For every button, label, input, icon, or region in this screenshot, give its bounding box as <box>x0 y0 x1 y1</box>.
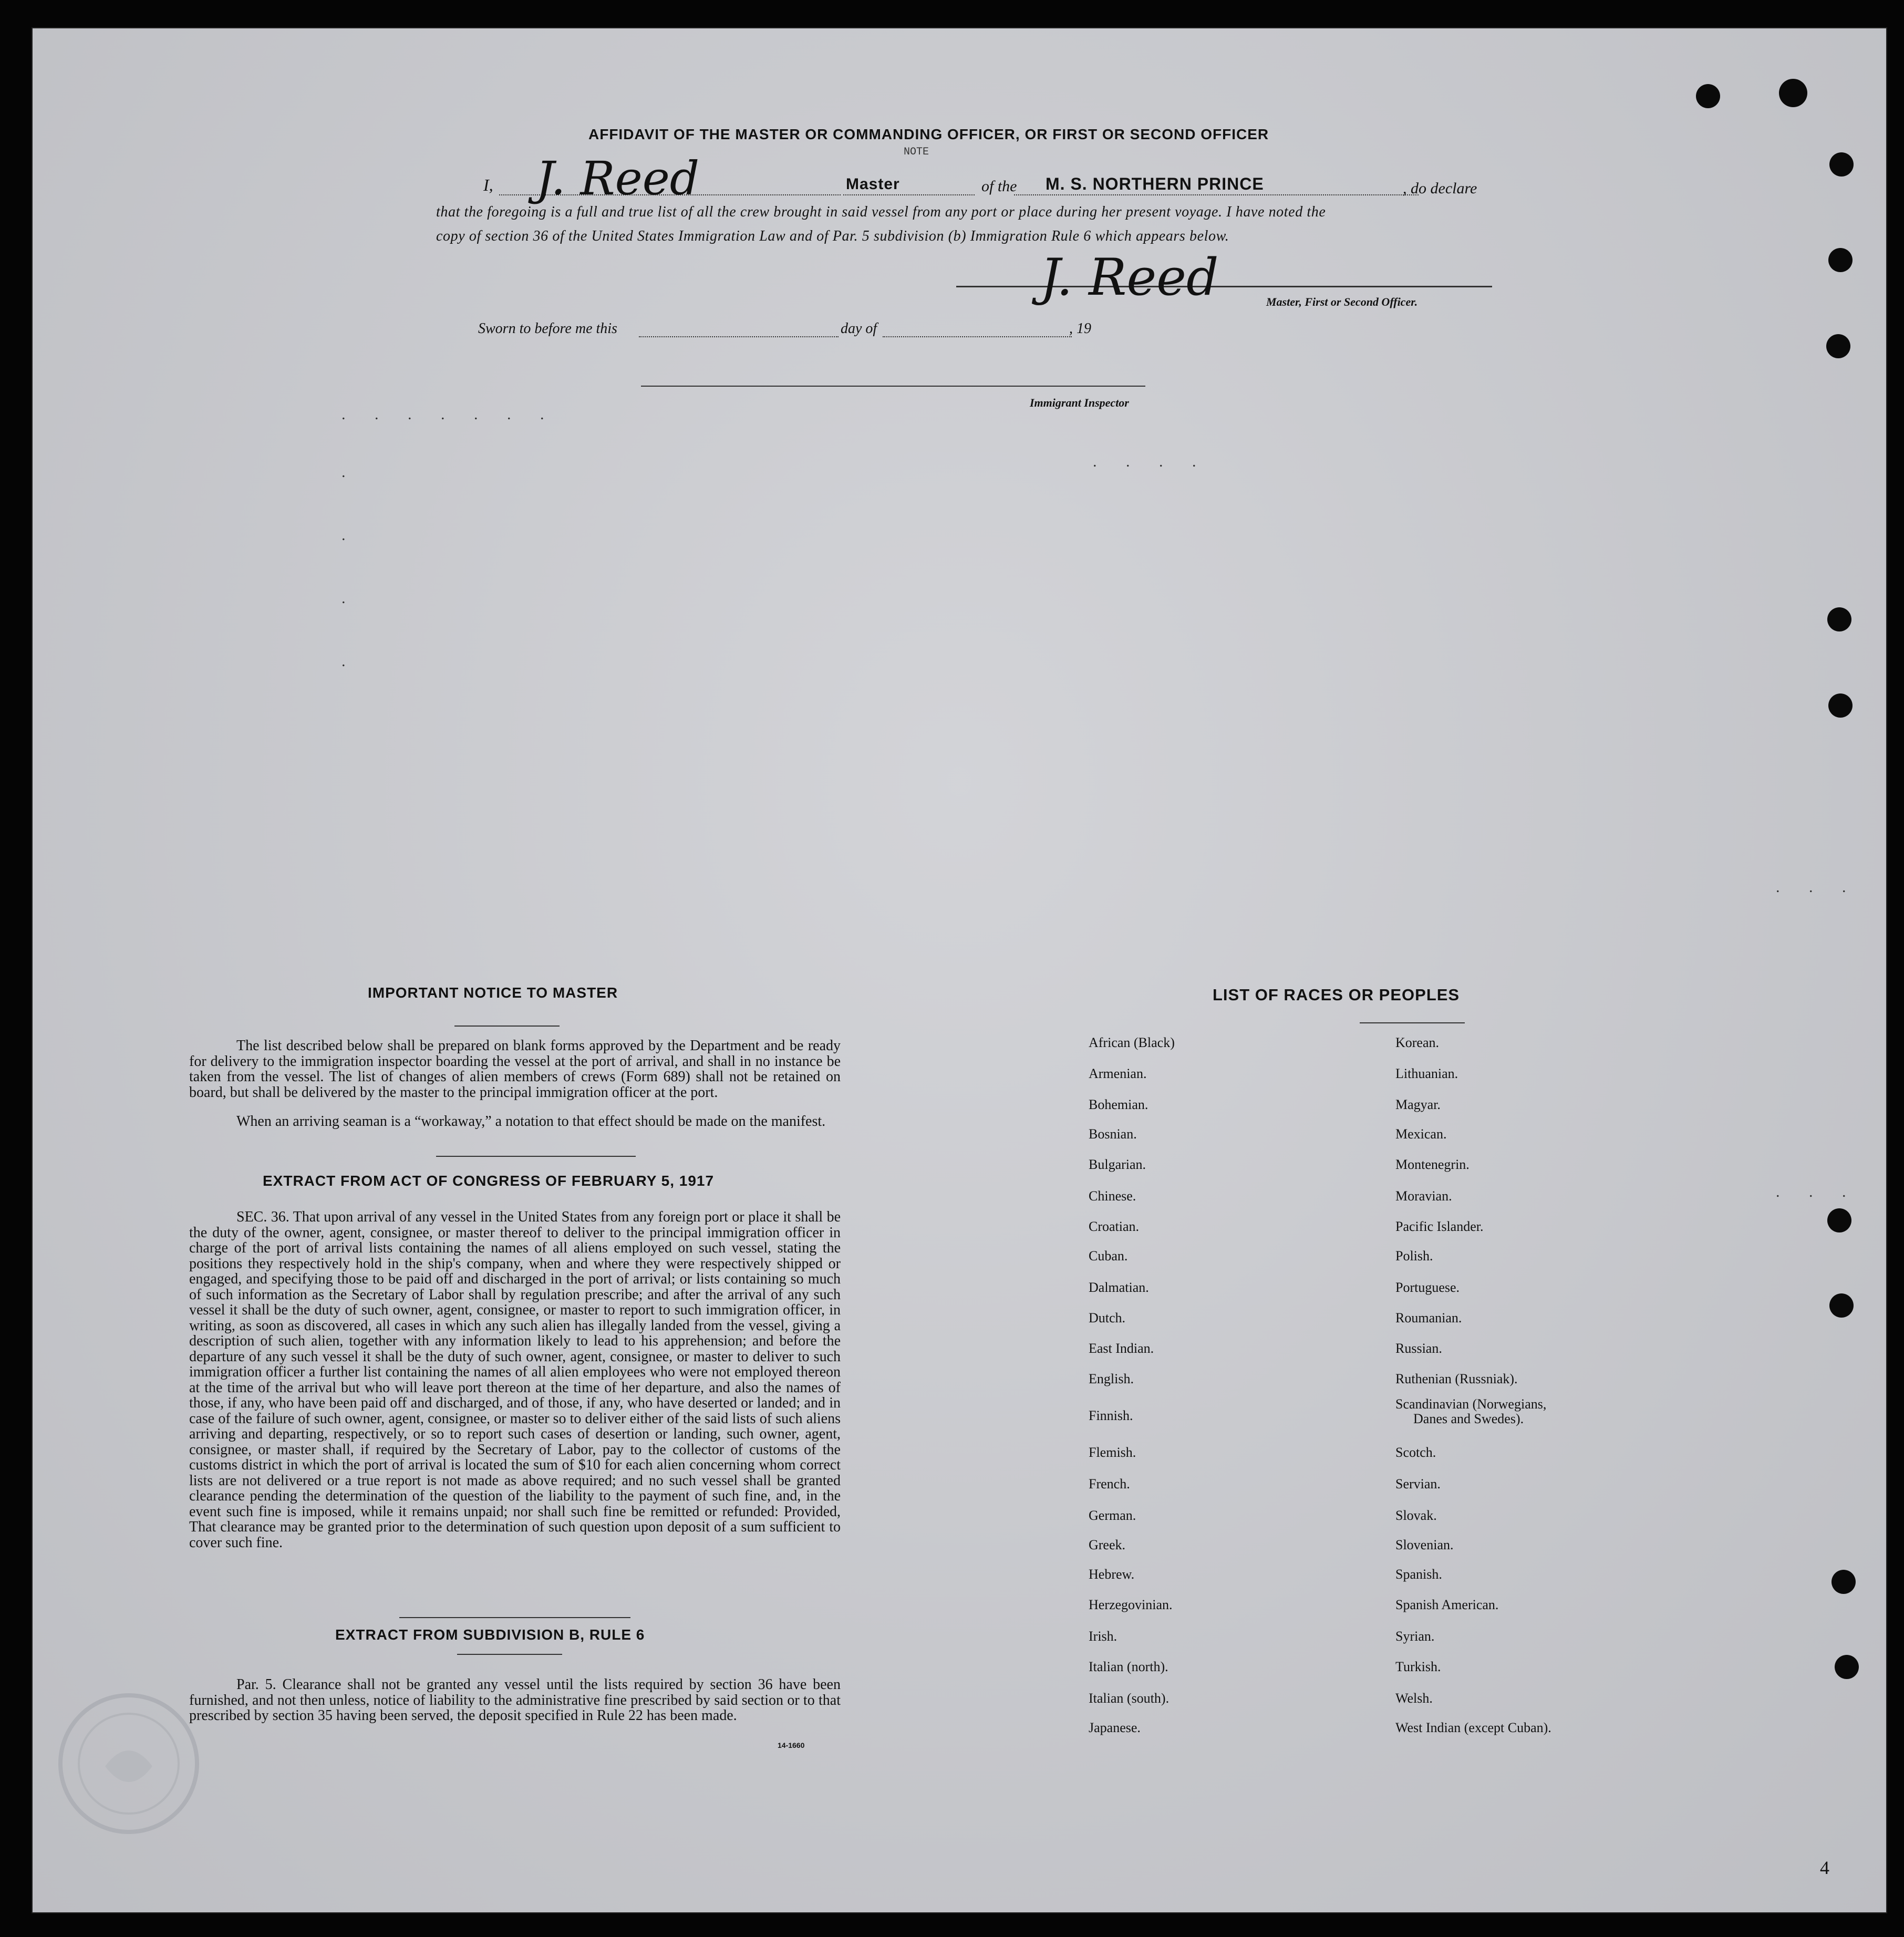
of-the-label: of the <box>981 178 1017 195</box>
race-item: Dalmatian. <box>1089 1280 1149 1295</box>
race-item: Italian (north). <box>1089 1659 1168 1674</box>
race-item: Spanish American. <box>1395 1597 1499 1612</box>
note-stamp: NOTE <box>904 146 929 158</box>
race-item: Lithuanian. <box>1395 1066 1458 1081</box>
affidavit-title: AFFIDAVIT OF THE MASTER OR COMMANDING OFFICER, OR FIRST OR SECOND OFFICER <box>588 126 1269 142</box>
bleed-through-marks: . . . <box>1776 1183 1859 1200</box>
do-declare-label: , do declare <box>1403 180 1477 197</box>
extract-rule-text: Par. 5. Clearance shall not be granted any vessel until the lists required by section 36 have been furnished, and not then unless, notice of liability to the administrative fine prescribed by said section or to that prescribed by section 35 having been served, the deposit specified in Rule 22 has been made. <box>189 1676 841 1724</box>
race-item: Finnish. <box>1089 1408 1133 1423</box>
race-item: Pacific Islander. <box>1395 1219 1484 1234</box>
race-item: West Indian (except Cuban). <box>1395 1720 1551 1735</box>
race-item: Bohemian. <box>1089 1097 1148 1112</box>
sworn-month-line <box>883 336 1072 337</box>
race-item: Scandinavian (Norwegians, <box>1395 1396 1547 1412</box>
section-rule <box>457 1654 562 1655</box>
race-item: East Indian. <box>1089 1341 1154 1356</box>
extract-act-title: EXTRACT FROM ACT OF CONGRESS OF FEBRUARY 5, 1917 <box>263 1173 715 1189</box>
punch-hole <box>1827 607 1851 631</box>
punch-hole <box>1828 693 1853 718</box>
race-item: Mexican. <box>1395 1126 1447 1142</box>
i-label: I, <box>483 175 493 194</box>
notice-rule <box>454 1026 560 1027</box>
races-rule <box>1360 1022 1465 1023</box>
notice-title: IMPORTANT NOTICE TO MASTER <box>368 985 618 1001</box>
race-item: Bosnian. <box>1089 1126 1137 1142</box>
bleed-through-marks: . <box>342 463 358 481</box>
race-item: Syrian. <box>1395 1629 1435 1644</box>
punch-hole <box>1779 79 1807 107</box>
race-item: Herzegovinian. <box>1089 1597 1173 1612</box>
form-number: 14-1660 <box>778 1741 805 1749</box>
race-item: Polish. <box>1395 1248 1433 1263</box>
vessel-line <box>1014 194 1419 195</box>
race-item: Dutch. <box>1089 1310 1126 1325</box>
bleed-through-marks: . <box>342 526 358 544</box>
notice-paragraph-1: The list described below shall be prepared on blank forms approved by the Department and be ready for delivery to the immigration inspector boarding the vessel at the port of arrival, and shall in no instance be taken from the vessel. The list of changes of alien members of crews (Form 689) shall not be retained on board, but shall be delivered by the master to the principal immigration officer at the port. <box>189 1038 841 1101</box>
section-rule <box>399 1617 630 1618</box>
rank-value: Master <box>846 175 900 193</box>
race-item: Italian (south). <box>1089 1691 1170 1706</box>
race-item: Moravian. <box>1395 1188 1452 1204</box>
punch-hole <box>1828 248 1853 272</box>
race-item: Scotch. <box>1395 1445 1436 1460</box>
race-item: Hebrew. <box>1089 1567 1135 1582</box>
race-item: African (Black) <box>1089 1035 1175 1050</box>
race-item: Bulgarian. <box>1089 1157 1146 1172</box>
race-item: Welsh. <box>1395 1691 1433 1706</box>
officer-signature: J. Reed <box>1040 248 1219 307</box>
punch-hole <box>1827 1208 1851 1232</box>
statement-line-2: copy of section 36 of the United States Immigration Law and of Par. 5 subdivision (b) Immigration Rule 6 which appears below. <box>436 228 1229 244</box>
race-item: Slovak. <box>1395 1508 1437 1523</box>
race-item: Roumanian. <box>1395 1310 1462 1325</box>
bleed-through-marks: . . . . . . . <box>342 406 557 423</box>
section-rule <box>436 1156 636 1157</box>
punch-hole <box>1835 1655 1859 1679</box>
bleed-through-marks: . . . <box>1776 878 1859 896</box>
notice-paragraph-2: When an arriving seaman is a “workaway,” a notation to that effect should be made on the manifest. <box>236 1113 826 1130</box>
race-item: Magyar. <box>1395 1097 1441 1112</box>
race-item-continued: Danes and Swedes). <box>1413 1411 1524 1426</box>
inspector-caption: Immigrant Inspector <box>1030 396 1129 409</box>
sworn-label: Sworn to before me this <box>478 320 617 337</box>
punch-hole <box>1829 1293 1854 1318</box>
year-label: , 19 <box>1069 320 1091 337</box>
signature-line <box>956 286 1492 287</box>
race-item: Cuban. <box>1089 1248 1128 1263</box>
punch-hole <box>1829 152 1854 177</box>
race-item: Turkish. <box>1395 1659 1441 1674</box>
signature-caption: Master, First or Second Officer. <box>1266 295 1418 308</box>
races-title: LIST OF RACES OR PEOPLES <box>1213 986 1460 1004</box>
race-item: Korean. <box>1395 1035 1440 1050</box>
vessel-name: M. S. NORTHERN PRINCE <box>1046 174 1264 193</box>
race-item: Servian. <box>1395 1476 1441 1491</box>
race-item: Croatian. <box>1089 1219 1140 1234</box>
race-item: English. <box>1089 1371 1134 1386</box>
race-item: Russian. <box>1395 1341 1442 1356</box>
race-item: Armenian. <box>1089 1066 1147 1081</box>
document-sheet <box>32 27 1887 1913</box>
race-item: Ruthenian (Russniak). <box>1395 1371 1518 1386</box>
punch-hole <box>1831 1570 1856 1594</box>
race-item: Chinese. <box>1089 1188 1136 1204</box>
race-item: Montenegrin. <box>1395 1157 1470 1172</box>
punch-hole <box>1696 84 1720 108</box>
race-item: French. <box>1089 1476 1130 1491</box>
race-item: Greek. <box>1089 1537 1126 1552</box>
bleed-through-marks: . . . . <box>1093 453 1209 470</box>
race-item: German. <box>1089 1508 1136 1523</box>
race-item: Irish. <box>1089 1629 1117 1644</box>
sworn-day-line <box>639 336 839 337</box>
pencil-mark: 4 <box>1820 1857 1829 1878</box>
bleed-through-marks: . <box>342 589 358 607</box>
inspector-line <box>641 386 1145 387</box>
statement-line-1: that the foregoing is a full and true list of all the crew brought in said vessel from any port or place during her present voyage. I have noted the <box>436 204 1326 220</box>
day-of-label: day of <box>841 320 877 337</box>
extract-act-text: SEC. 36. That upon arrival of any vessel in the United States from any foreign port or place it shall be the duty of the owner, agent, consignee, or master thereof to deliver to the principal immigration officer in charge of the port of arrival lists containing the names of all aliens employed on such vessel, stating the positions they respectively hold in the ship's company, when and where they were respectively shipped or engaged, and specifying those to be paid off and discharged in the port of arrival; or lists containing so much of such information as the Secretary of Labor shall by regulation prescribe; and after the arrival of any such vessel it shall be the duty of such owner, agent, consignee, or master to report to such immigration officer, in writing, as soon as discovered, all cases in which any such alien has illegally landed from the vessel, giving a description of such alien, together with any information likely to lead to his apprehension; and before the departure of any such vessel it shall be the duty of such owner, agent, consignee, or master to deliver to such immigration officer a further list containing the names of all alien employees who were not employed thereon at the time of the arrival but who will leave port thereon at the time of her departure, and also the names of those, if any, who have been paid off and discharged, and of those, if any, who have deserted or landed; and in case of the failure of such owner, agent, consignee, or master so to deliver either of the said lists of such aliens arriving and departing, respectively, or so to report such cases of desertion or landing, such owner, agent, consignee, or master shall, if required by the Secretary of Labor, pay to the collector of customs of the customs district in which the port of arrival is located the sum of $10 for each alien concerning whom correct lists are not delivered or a true report is not made as above required; and no such vessel shall be granted clearance pending the determination of the question of the liability to the payment of such fine, and, in the event such fine is imposed, while it remains unpaid; nor shall such fine be remitted or refunded: Provided, That clearance may be granted prior to the determination of such question upon deposit of a sum sufficient to cover such fine. <box>189 1209 841 1551</box>
race-item: Spanish. <box>1395 1567 1442 1582</box>
race-item: Slovenian. <box>1395 1537 1454 1552</box>
race-item: Japanese. <box>1089 1720 1141 1735</box>
seal-stamp <box>53 1687 205 1840</box>
bleed-through-marks: . <box>342 652 358 670</box>
race-item: Portuguese. <box>1395 1280 1460 1295</box>
master-name-handwritten: J. Reed <box>536 151 700 205</box>
extract-rule-title: EXTRACT FROM SUBDIVISION B, RULE 6 <box>335 1627 645 1643</box>
punch-hole <box>1826 334 1850 358</box>
race-item: Flemish. <box>1089 1445 1136 1460</box>
rank-line <box>843 194 975 195</box>
